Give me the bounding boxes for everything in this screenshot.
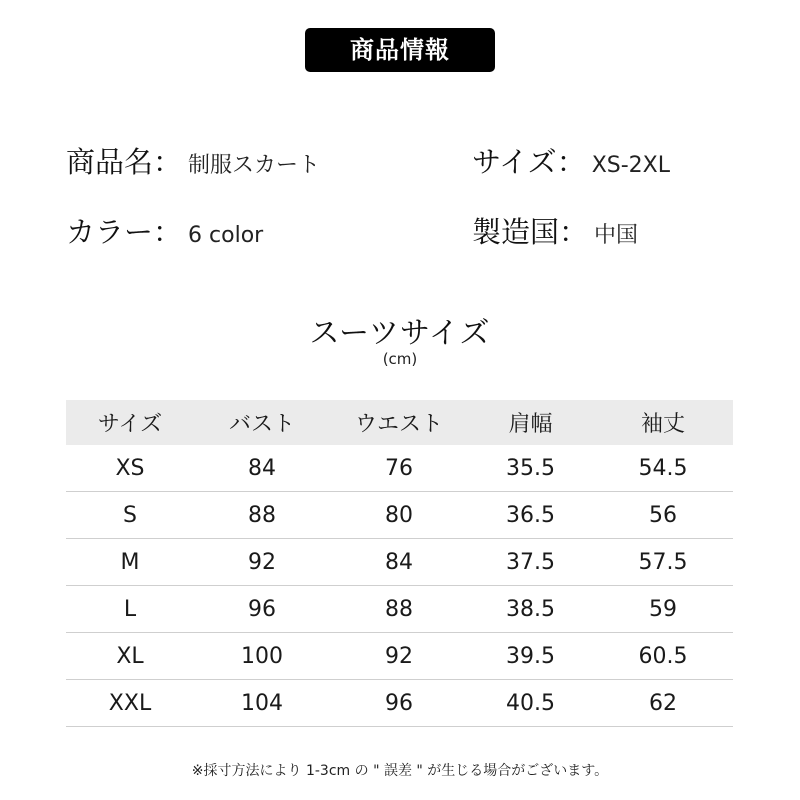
size-range-label: サイズ xyxy=(472,145,557,179)
table-cell: 88 xyxy=(194,492,330,539)
size-range-row xyxy=(472,140,670,181)
table-cell: 40.5 xyxy=(468,680,593,727)
table-cell: 38.5 xyxy=(468,586,593,633)
origin-value: 中国 xyxy=(594,223,639,248)
table-cell: 60.5 xyxy=(593,633,733,680)
table-row xyxy=(66,680,733,727)
table-cell: 54.5 xyxy=(593,445,733,492)
table-cell: 56 xyxy=(593,492,733,539)
table-row xyxy=(66,539,733,586)
origin-row xyxy=(472,210,638,251)
table-cell: L xyxy=(66,586,194,633)
unit-label: (cm) xyxy=(382,350,418,368)
table-cell: 96 xyxy=(194,586,330,633)
table-cell: XXL xyxy=(66,680,194,727)
table-cell: 76 xyxy=(330,445,468,492)
product-name-row xyxy=(66,140,320,181)
table-cell: 100 xyxy=(194,633,330,680)
table-cell: 92 xyxy=(194,539,330,586)
table-row xyxy=(66,445,733,492)
size-range-value: XS-2XL xyxy=(591,153,671,178)
table-cell: 36.5 xyxy=(468,492,593,539)
table-cell: 84 xyxy=(194,445,330,492)
color-value: 6 color xyxy=(188,223,264,248)
table-cell: 104 xyxy=(194,680,330,727)
table-cell: XS xyxy=(66,445,194,492)
header-size: サイズ xyxy=(66,400,194,445)
color-row xyxy=(66,210,263,251)
product-name-label: 商品名 xyxy=(66,145,154,179)
color-label: カラー xyxy=(66,215,154,249)
colon: ： xyxy=(556,145,586,179)
table-cell: 92 xyxy=(330,633,468,680)
table-cell: 80 xyxy=(330,492,468,539)
table-cell: 39.5 xyxy=(468,633,593,680)
table-cell: 59 xyxy=(593,586,733,633)
header-waist: ウエスト xyxy=(330,400,468,445)
header-shoulder: 肩幅 xyxy=(468,400,593,445)
table-cell: M xyxy=(66,539,194,586)
header-bust: バスト xyxy=(194,400,330,445)
table-cell: S xyxy=(66,492,194,539)
table-row xyxy=(66,586,733,633)
colon: ： xyxy=(559,215,589,249)
measurement-note: ※採寸方法により 1-3cm の " 誤差 " が生じる場合がございます。 xyxy=(191,763,609,779)
table-cell: 35.5 xyxy=(468,445,593,492)
table-cell: 96 xyxy=(330,680,468,727)
table-cell: 37.5 xyxy=(468,539,593,586)
table-row xyxy=(66,633,733,680)
colon: ： xyxy=(153,145,183,179)
page-title: 商品情報 xyxy=(305,28,495,72)
size-table xyxy=(66,400,733,727)
colon: ： xyxy=(153,215,183,249)
table-cell: 57.5 xyxy=(593,539,733,586)
origin-label: 製造国 xyxy=(472,215,560,249)
table-cell: 88 xyxy=(330,586,468,633)
table-cell: 84 xyxy=(330,539,468,586)
table-header-row xyxy=(66,400,733,445)
table-row xyxy=(66,492,733,539)
table-cell: 62 xyxy=(593,680,733,727)
size-chart-title: スーツサイズ xyxy=(309,316,491,351)
header-sleeve: 袖丈 xyxy=(593,400,733,445)
table-cell: XL xyxy=(66,633,194,680)
product-name-value: 制服スカート xyxy=(188,153,321,178)
